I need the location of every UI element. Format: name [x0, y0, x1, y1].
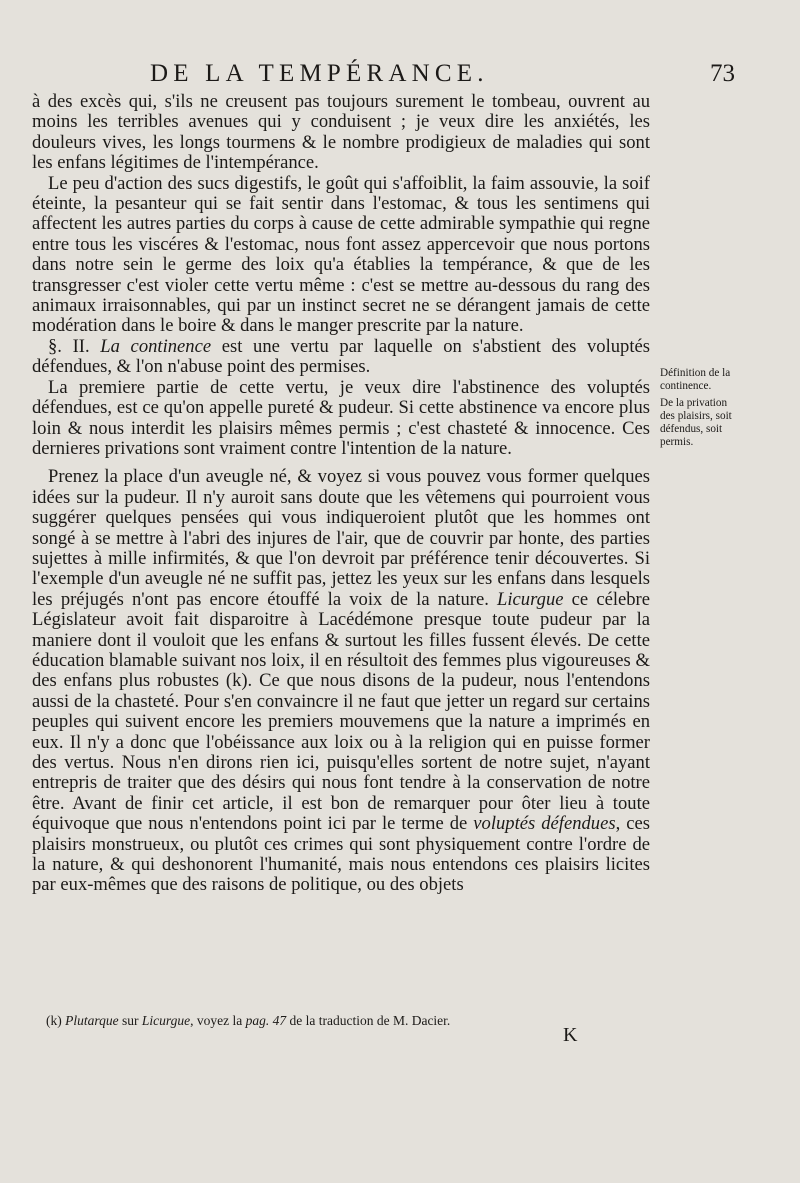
defined-term: La continence: [100, 335, 212, 357]
margin-notes: [660, 367, 740, 453]
page-header: [0, 60, 800, 90]
footnote-text-a: sur: [122, 1013, 139, 1028]
paragraph-5-part-b: ce célebre Législateur avoit fait disparoitre à Lacédémone presque toute pudeur par la maniere dont il vouloit que les enfans & surtout les filles fussent élevés. De cette éducation blamable suivant nos loix, il en résultoit des femmes plus vigoureuses & des enfans plus robustes (k). Ce que nous disons de la pudeur, nous l'entendons aussi de la chasteté. Pour s'en convaincre il ne faut que jetter un regard sur certains peuples qui suivent encore les premiers mouvemens que la nature a imprimés en eux. Il n'y a donc que l'obéissance aux loix ou à la religion qui en puisse former des vertus. Nous n'en dirons rien ici, puisqu'elles sortent de notre sujet, n'ayant entrepris de traiter que des désirs qui nous font tendre à la conservation de notre être. Avant de finir cet article, il est bon de remarquer pour ôter lieu à toute équivoque que nous n'entendons point ici par le terme de: [32, 588, 651, 835]
signature-mark: K: [563, 1024, 578, 1046]
paragraph-1: à des excès qui, s'ils ne creusent pas toujours surement le tombeau, ouvrent au moins les terribles avenues qui y conduisent ; je veux dire les anxiétés, les douleurs vives, les longs tourmens & le nombre prodigieux de maladies qui sont les enfans légitimes de l'intempérance.: [32, 91, 650, 174]
running-title: DE LA TEMPÉRANCE.: [150, 60, 489, 87]
footnote-text-b: , voyez la: [190, 1013, 243, 1028]
paragraph-5: [32, 467, 650, 896]
margin-note-privation: De la privation des plaisirs, soit défendus, soit permis.: [660, 397, 732, 448]
footnote-subject: Licurgue: [141, 1013, 191, 1028]
name-licurgue: Licurgue: [497, 588, 564, 610]
footnote-mark: (k): [46, 1013, 62, 1028]
definition-text: est une vertu par laquelle on s'abstient des voluptés défendues, & l'on n'abuse point des permises.: [32, 335, 650, 378]
footnote: [46, 1013, 646, 1029]
paragraph-3: [32, 337, 650, 378]
paragraph-4: La premiere partie de cette vertu, je veux dire l'abstinence des voluptés défendues, est ce qu'on appelle pureté & pudeur. Si cette abstinence va encore plus loin & nous interdit les plaisirs mêmes permis ; c'est chasteté & innocence. Ces dernieres privations sont vraiment contre l'intention de la nature.: [32, 376, 650, 459]
section-number: §. II.: [48, 335, 90, 357]
margin-note-continence: Définition de la continence.: [660, 367, 731, 392]
main-text: [32, 92, 650, 896]
page-number: 73: [710, 60, 735, 87]
term-voluptes-defendues: voluptés défendues: [473, 813, 616, 835]
paragraph-2: Le peu d'action des sucs digestifs, le goût qui s'affoiblit, la faim assouvie, la soif éteinte, la pesanteur qui se fait sentir dans l'estomac, & tous les sentimens qui affectent les autres parties du corps à cause de cette admirable sympathie qui regne entre tous les viscéres & l'estomac, nous font assez appercevoir que nous portons dans notre sein le germe des loix qu'a établies la tempérance, & que de les transgresser c'est violer cette vertu même : c'est se mettre au-dessous du rang des animaux irraisonnables, qui par un instinct secret ne se dérangent jamais de cette modération dans le boire & dans le manger prescrite par la nature.: [32, 172, 650, 337]
footnote-author: Plutarque: [65, 1013, 119, 1028]
paragraph-5-part-c: , ces plaisirs monstrueux, ou plutôt ces crimes qui sont physiquement contre l'ordre de la nature, & qui deshonorent l'humanité, mais nous entendons ces plaisirs licites par eux-mêmes que des raisons de politique, ou des objets: [32, 813, 650, 896]
footnote-text-c: de la traduction de M. Dacier.: [289, 1013, 451, 1028]
paragraph-5-part-a: Prenez la place d'un aveugle né, & voyez si vous pouvez vous former quelques idées sur la pudeur. Il n'y auroit sans doute que les vêtemens qui pourroient vous suggérer quelques pensées qui vous indiqueroient plutôt que les hommes ont songé à se mettre à l'abri des injures de l'air, que de couvrir par honte, des parties sujettes à mille infirmités, & que l'on devroit par préférence tenir découvertes. Si l'exemple d'un aveugle né ne suffit pas, jettez les yeux sur les enfans dans lesquels les préjugés n'ont pas encore étouffé la voix de la nature.: [32, 466, 650, 610]
footnote-page-ref: pag. 47: [245, 1013, 287, 1028]
